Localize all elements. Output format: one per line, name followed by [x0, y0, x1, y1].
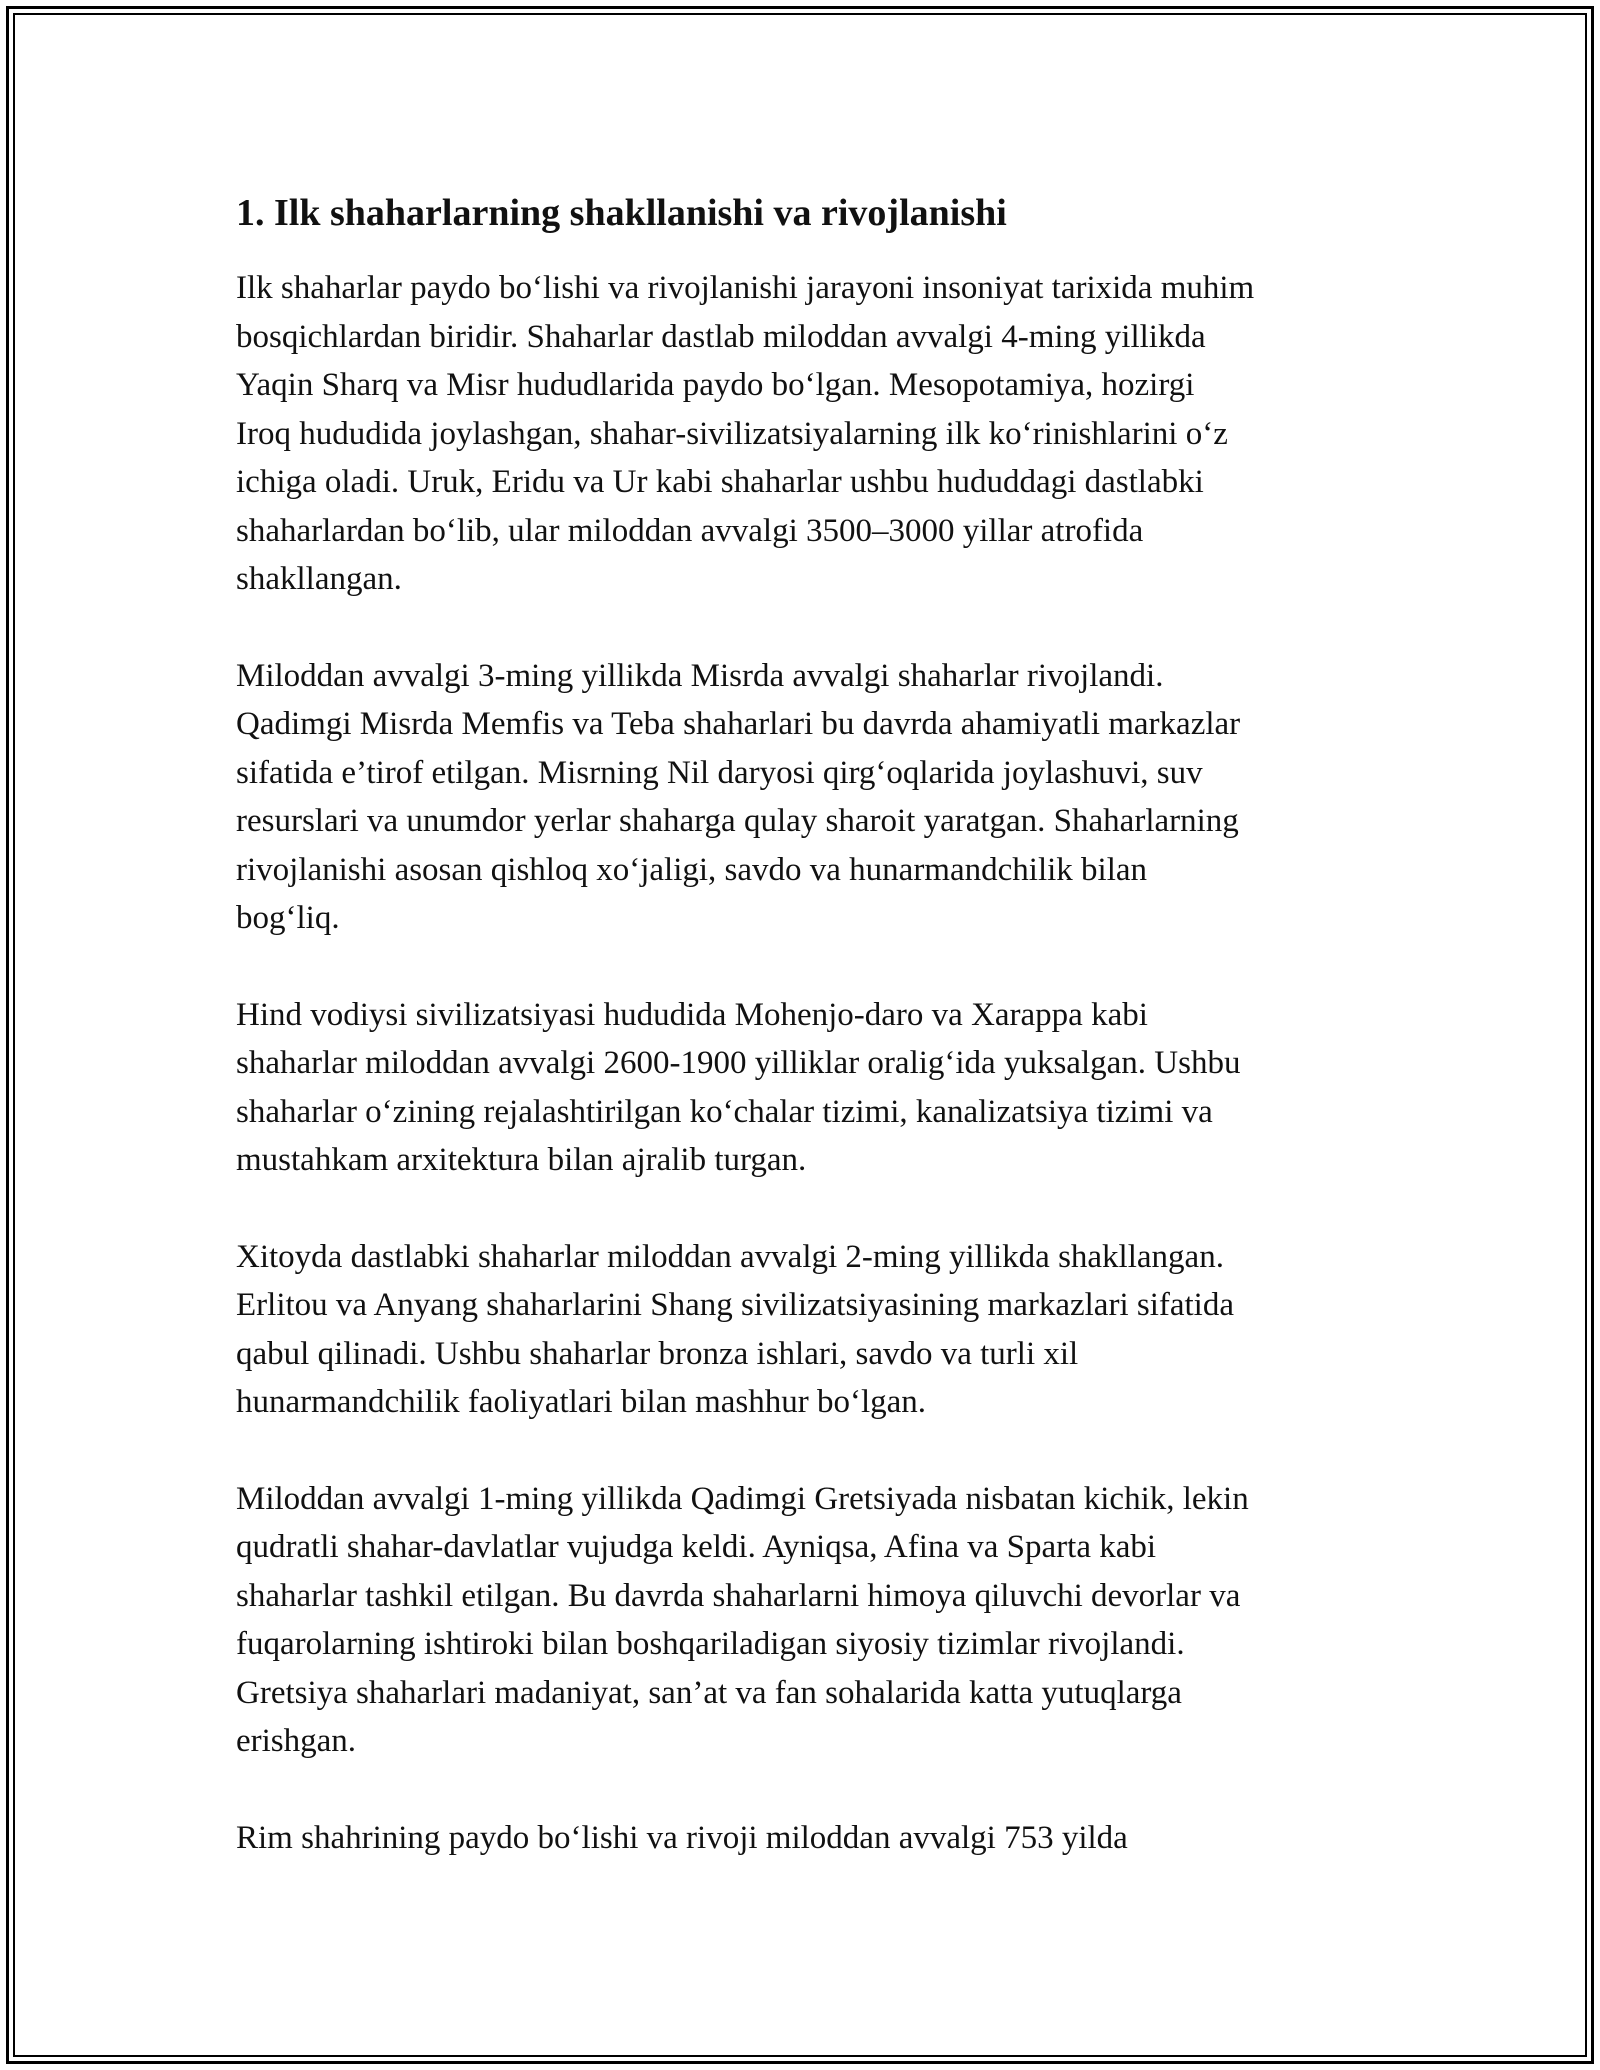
paragraph-rome: Rim shahrining paydo bo‘lishi va rivoji miloddan avvalgi 753 yilda — [236, 1819, 1128, 1856]
section-heading: 1. Ilk shaharlarning shakllanishi va rivojlanishi — [236, 192, 1007, 234]
paragraph-egypt: Miloddan avvalgi 3-ming yillikda Misrda avvalgi shaharlar rivojlandi. Qadimgi Misrda Memfis va Teba shaharlari bu davrda ahamiyatli markazlar sifatida e’tirof etilgan. Misrning Nil daryosi qirg‘oqlarida joylashuvi, suv resurslari va unumdor yerlar shaharga qulay sharoit yaratgan. Shaharlarning rivojlanishi asosan qishloq xo‘jaligi, savdo va hunarmandchilik bilan bog‘liq. — [236, 657, 1241, 936]
paragraph-greece: Miloddan avvalgi 1-ming yillikda Qadimgi Gretsiyada nisbatan kichik, lekin qudratli shahar-davlatlar vujudga keldi. Ayniqsa, Afina va Sparta kabi shaharlar tashkil etilgan. Bu davrda shaharlarni himoya qiluvchi devorlar va fuqarolarning ishtiroki bilan boshqariladigan siyosiy tizimlar rivojlandi. Gretsiya shaharlari madaniyat, san’at va fan sohalarida katta yutuqlarga erishgan. — [236, 1480, 1249, 1759]
paragraph-indus-valley: Hind vodiysi sivilizatsiyasi hududida Mohenjo-daro va Xarappa kabi shaharlar miloddan avvalgi 2600-1900 yilliklar oralig‘ida yuksalgan. Ushbu shaharlar o‘zining rejalashtirilgan ko‘chalar tizimi, kanalizatsiya tizimi va mustahkam arxitektura bilan ajralib turgan. — [236, 996, 1241, 1178]
paragraph-mesopotamia: Ilk shaharlar paydo bo‘lishi va rivojlanishi jarayoni insoniyat tarixida muhim bosqichlardan biridir. Shaharlar dastlab miloddan avvalgi 4-ming yillikda Yaqin Sharq va Misr hududlarida paydo bo‘lgan. Mesopotamiya, hozirgi Iroq hududida joylashgan, shahar-sivilizatsiyalarning ilk ko‘rinishlarini o‘z ichiga oladi. Uruk, Eridu va Ur kabi shaharlar ushbu hududdagi dastlabki shaharlardan bo‘lib, ular miloddan avvalgi 3500–3000 yillar atrofida shakllangan. — [236, 270, 1255, 597]
document-body — [236, 188, 1386, 1910]
paragraph-china: Xitoyda dastlabki shaharlar miloddan avvalgi 2-ming yillikda shakllangan. Erlitou va Anyang shaharlarini Shang sivilizatsiyasining markazlari sifatida qabul qilinadi. Ushbu shaharlar bronza ishlari, savdo va turli xil hunarmandchilik faoliyatlari bilan mashhur bo‘lgan. — [236, 1238, 1234, 1420]
